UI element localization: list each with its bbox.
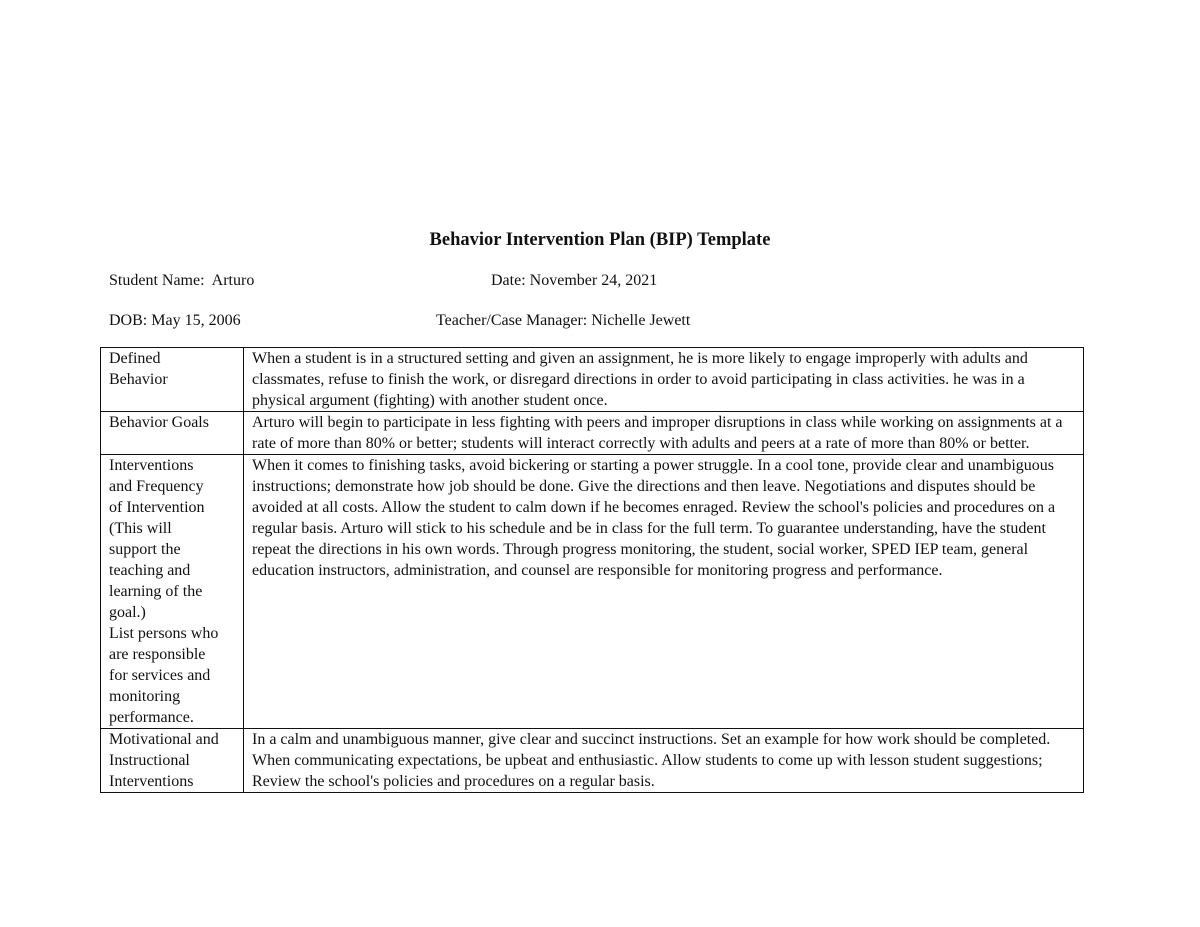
date-label: Date:	[491, 272, 526, 289]
dob-value: May 15, 2006	[151, 312, 241, 329]
row-label-defined-behavior: Defined Behavior	[101, 348, 244, 412]
teacher-label: Teacher/Case Manager:	[436, 312, 588, 329]
row-content-motivational: In a calm and unambiguous manner, give clear and succinct instructions. Set an example for how work should be completed. When communicating expectations, be upbeat and enthusiastic. Allow students to come up with lesson student suggestions; Review the school's policies and procedures on a regular basis.	[244, 729, 1084, 793]
row-label-behavior-goals: Behavior Goals	[101, 412, 244, 455]
dob-label: DOB:	[109, 312, 148, 329]
row-label-interventions: Interventions and Frequency of Intervention (This will support the teaching and learning of the goal.) List persons who are responsible for services and monitoring performance.	[101, 455, 244, 729]
table-row	[101, 729, 1084, 793]
date-line	[491, 271, 657, 291]
row-content-interventions: When it comes to finishing tasks, avoid bickering or starting a power struggle. In a cool tone, provide clear and unambiguous instructions; demonstrate how job should be done. Give the directions and then leave. Negotiations and disputes should be avoided at all costs. Allow the student to calm down if he becomes enraged. Review the school's policies and procedures on a regular basis. Arturo will stick to his schedule and be in class for the full term. To guarantee understanding, have the student repeat the directions in his own words. Through progress monitoring, the student, social worker, SPED IEP team, general education instructors, administration, and counsel are responsible for monitoring progress and performance.	[244, 455, 1084, 729]
student-name-value: Arturo	[211, 272, 255, 289]
row-label-motivational: Motivational and Instructional Interventions	[101, 729, 244, 793]
table-row	[101, 412, 1084, 455]
bip-table	[100, 347, 1084, 793]
date-value: November 24, 2021	[529, 272, 658, 289]
document-title: Behavior Intervention Plan (BIP) Template	[429, 230, 771, 250]
table-row	[101, 348, 1084, 412]
student-name-line	[109, 271, 254, 291]
row-content-defined-behavior: When a student is in a structured setting and given an assignment, he is more likely to engage improperly with adults and classmates, refuse to finish the work, or disregard directions in order to avoid participating in class activities. he was in a physical argument (fighting) with another student once.	[244, 348, 1084, 412]
table-row	[101, 455, 1084, 729]
teacher-line	[436, 311, 690, 331]
row-content-behavior-goals: Arturo will begin to participate in less fighting with peers and improper disruptions in class while working on assignments at a rate of more than 80% or better; students will interact correctly with adults and peers at a rate of more than 80% or better.	[244, 412, 1084, 455]
dob-line	[109, 311, 241, 331]
teacher-value: Nichelle Jewett	[591, 312, 691, 329]
student-name-label: Student Name:	[109, 272, 205, 289]
